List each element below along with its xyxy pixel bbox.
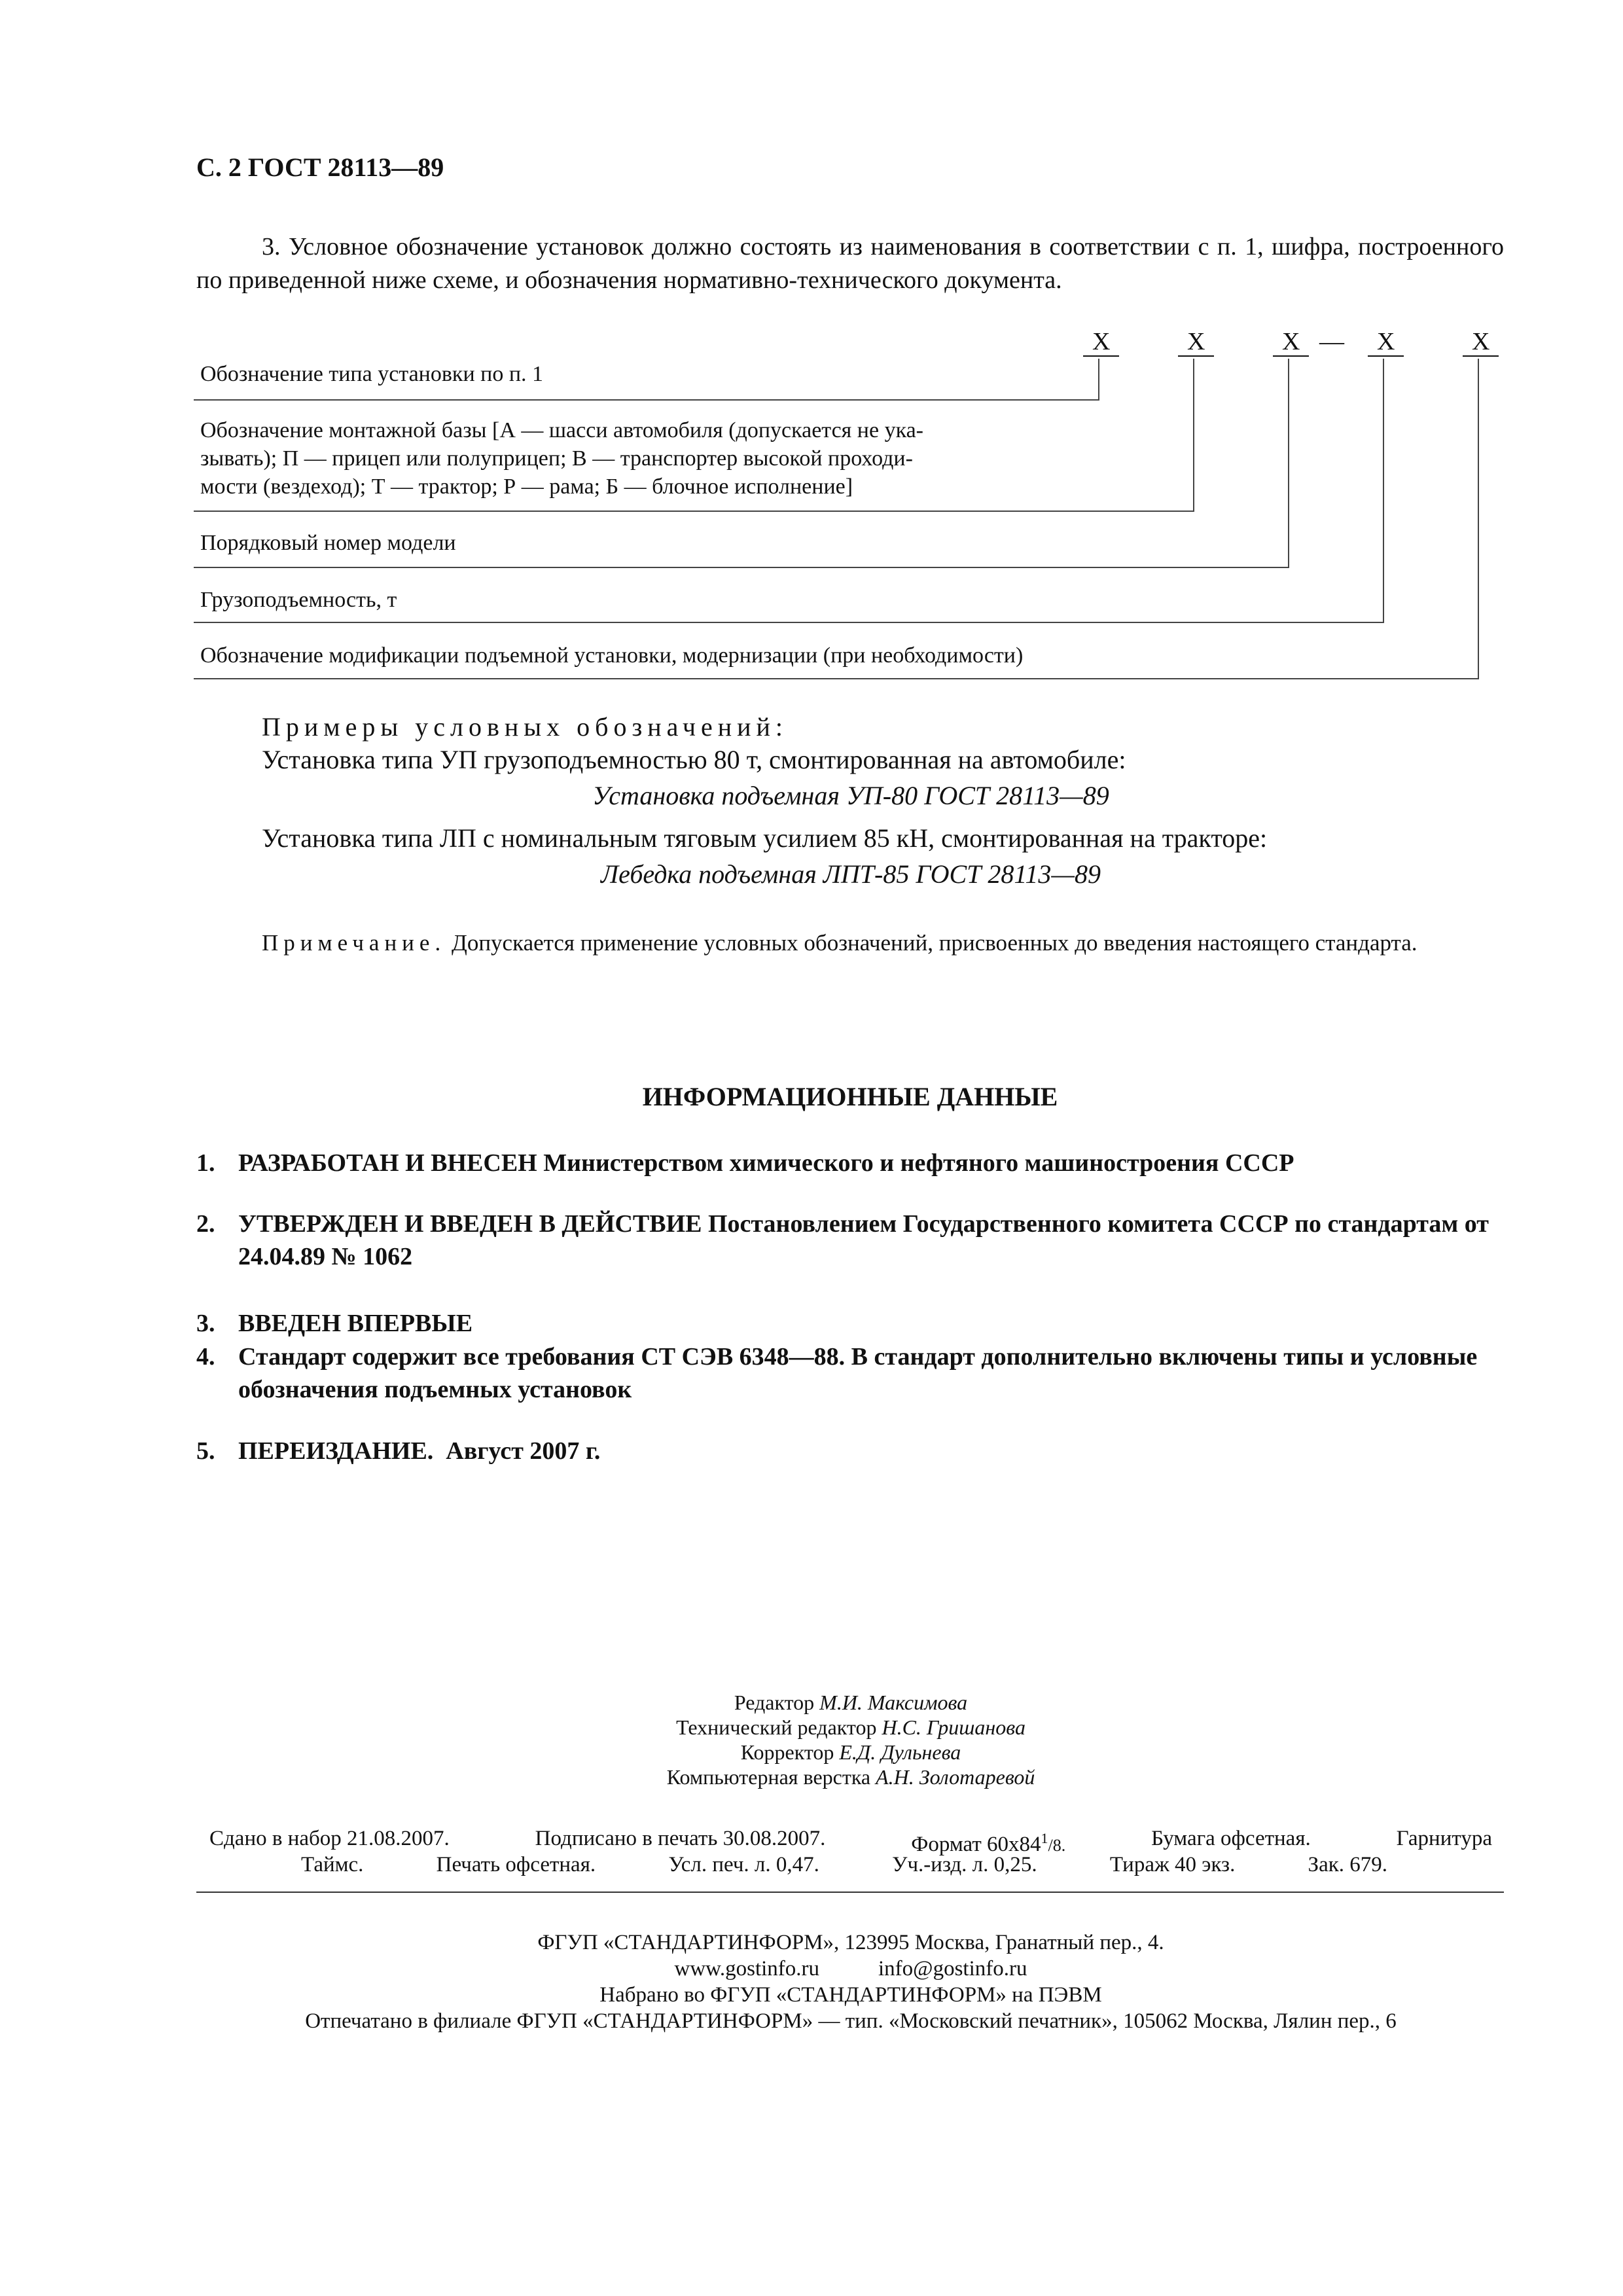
examples-title: Примеры условных обозначений:	[262, 712, 789, 742]
imprint-line-2	[301, 1852, 1387, 1877]
publisher-address: ФГУП «СТАНДАРТИНФОРМ», 123995 Москва, Гранатный пер., 4.	[537, 1931, 1164, 1954]
imprint-typeface-label: Гарнитура	[1396, 1827, 1492, 1850]
imprint-sheets: Усл. печ. л. 0,47.	[668, 1853, 819, 1876]
info-item-text: РАЗРАБОТАН И ВНЕСЕН Министерством химического и нефтяного машиностроения СССР	[238, 1149, 1294, 1177]
scheme-line-3	[194, 567, 1289, 568]
scheme-vline-2	[1193, 359, 1194, 512]
scheme-x3: X	[1273, 327, 1306, 356]
info-item-number: 2.	[196, 1210, 215, 1238]
info-item-text: ПЕРЕИЗДАНИЕ. Август 2007 г.	[238, 1437, 601, 1465]
scheme-label-capacity: Грузоподъемность, т	[200, 588, 397, 612]
credit-corrector: Корректор Е.Д. Дульнева	[740, 1740, 961, 1764]
example-2-desc: Установка типа ЛП с номинальным тяговым усилием 85 кН, смонтированная на тракторе:	[262, 823, 1268, 853]
scheme-vline-4	[1383, 359, 1384, 623]
info-title: ИНФОРМАЦИОННЫЕ ДАННЫЕ	[642, 1082, 1058, 1111]
publisher-contacts	[196, 1956, 1505, 1982]
publisher-email: info@gostinfo.ru	[878, 1957, 1027, 1981]
imprint-signed: Подписано в печать 30.08.2007.	[535, 1827, 826, 1850]
example-1-desc: Установка типа УП грузоподъемностью 80 т, смонтированная на автомобиле:	[262, 745, 1126, 774]
credits	[196, 1690, 1505, 1789]
publisher-web: www.gostinfo.ru	[674, 1957, 820, 1981]
scheme-x5: X	[1463, 327, 1495, 356]
info-item-text: Стандарт содержит все требования СТ СЭВ 6348—88. В стандарт дополнительно включены типы и условные обозначения подъемных установок	[238, 1343, 1478, 1403]
scheme-vline-3	[1288, 359, 1289, 568]
imprint-pub-sheets: Уч.-изд. л. 0,25.	[892, 1853, 1037, 1876]
scheme-line-4	[194, 622, 1384, 623]
info-item-2	[196, 1208, 1505, 1273]
imprint-paper: Бумага офсетная.	[1151, 1827, 1311, 1850]
info-item-1	[196, 1147, 1505, 1179]
info-item-number: 5.	[196, 1437, 215, 1465]
scheme-label-base-2: зывать); П — прицеп или полуприцеп; В — транспортер высокой проходи-	[200, 446, 913, 471]
credit-layout: Компьютерная верстка А.Н. Золотаревой	[666, 1765, 1035, 1789]
credit-editor: Редактор М.И. Максимова	[734, 1691, 968, 1714]
scheme-line-2	[194, 511, 1194, 512]
info-item-text: УТВЕРЖДЕН И ВВЕДЕН В ДЕЙСТВИЕ Постановлением Государственного комитета СССР по стандартам от 24.04.89 № 1062	[238, 1210, 1489, 1270]
note	[196, 928, 1504, 958]
info-item-3	[196, 1307, 1505, 1340]
info-item-number: 1.	[196, 1149, 215, 1177]
scheme-x4: X	[1368, 327, 1400, 356]
info-item-number: 3.	[196, 1310, 215, 1337]
publisher-typeset: Набрано во ФГУП «СТАНДАРТИНФОРМ» на ПЭВМ	[599, 1983, 1102, 2007]
scheme-label-base-3: мости (вездеход); Т — трактор; Р — рама; Б — блочное исполнение]	[200, 475, 853, 499]
imprint-print: Печать офсетная.	[436, 1853, 596, 1876]
info-item-text: ВВЕДЕН ВПЕРВЫЕ	[238, 1310, 473, 1337]
credit-tech-editor: Технический редактор Н.С. Гришанова	[676, 1715, 1026, 1739]
scheme-label-model: Порядковый номер модели	[200, 531, 456, 555]
page-header: С. 2 ГОСТ 28113—89	[196, 152, 444, 182]
scheme-line-5	[194, 678, 1479, 679]
info-item-number: 4.	[196, 1343, 215, 1371]
publisher	[196, 1929, 1505, 2034]
clause-3: 3. Условное обозначение установок должно состоять из наименования в соответствии с п. 1, шифра, построенного по приведенной ниже схеме, и обозначения нормативно-технического документа.	[196, 233, 1504, 294]
imprint-sent: Сдано в набор 21.08.2007.	[209, 1827, 450, 1850]
info-item-4	[196, 1340, 1505, 1406]
scheme-label-base-1: Обозначение монтажной базы [А — шасси автомобиля (допускается не ука-	[200, 418, 923, 442]
imprint-run: Тираж 40 экз.	[1109, 1853, 1236, 1876]
scheme-label-type: Обозначение типа установки по п. 1	[200, 362, 544, 386]
scheme-label-modification: Обозначение модификации подъемной установки, модернизации (при необходимости)	[200, 643, 1024, 668]
note-text: Допускается применение условных обозначений, присвоенных до введения настоящего стандарта.	[446, 930, 1418, 956]
scheme-x1: X	[1083, 327, 1116, 356]
imprint-order: Зак. 679.	[1308, 1853, 1387, 1876]
scheme-dash: —	[1319, 328, 1344, 355]
example-1-code: Установка подъемная УП-80 ГОСТ 28113—89	[592, 781, 1109, 810]
publisher-printed: Отпечатано в филиале ФГУП «СТАНДАРТИНФОРМ» — тип. «Московский печатник», 105062 Москва, Лялин пер., 6	[305, 2009, 1397, 2033]
note-label: Примечание.	[262, 930, 446, 956]
example-2-code: Лебедка подъемная ЛПТ-85 ГОСТ 28113—89	[601, 859, 1101, 889]
imprint-divider	[196, 1892, 1504, 1893]
info-item-5	[196, 1435, 1505, 1467]
scheme-vline-5	[1478, 359, 1479, 679]
imprint-typeface: Таймс.	[301, 1853, 364, 1876]
scheme-vline-1	[1098, 359, 1099, 401]
imprint-format: Формат $60x84^1/8$.	[911, 1830, 1066, 1856]
scheme-x2: X	[1178, 327, 1211, 356]
scheme-line-1	[194, 399, 1099, 401]
